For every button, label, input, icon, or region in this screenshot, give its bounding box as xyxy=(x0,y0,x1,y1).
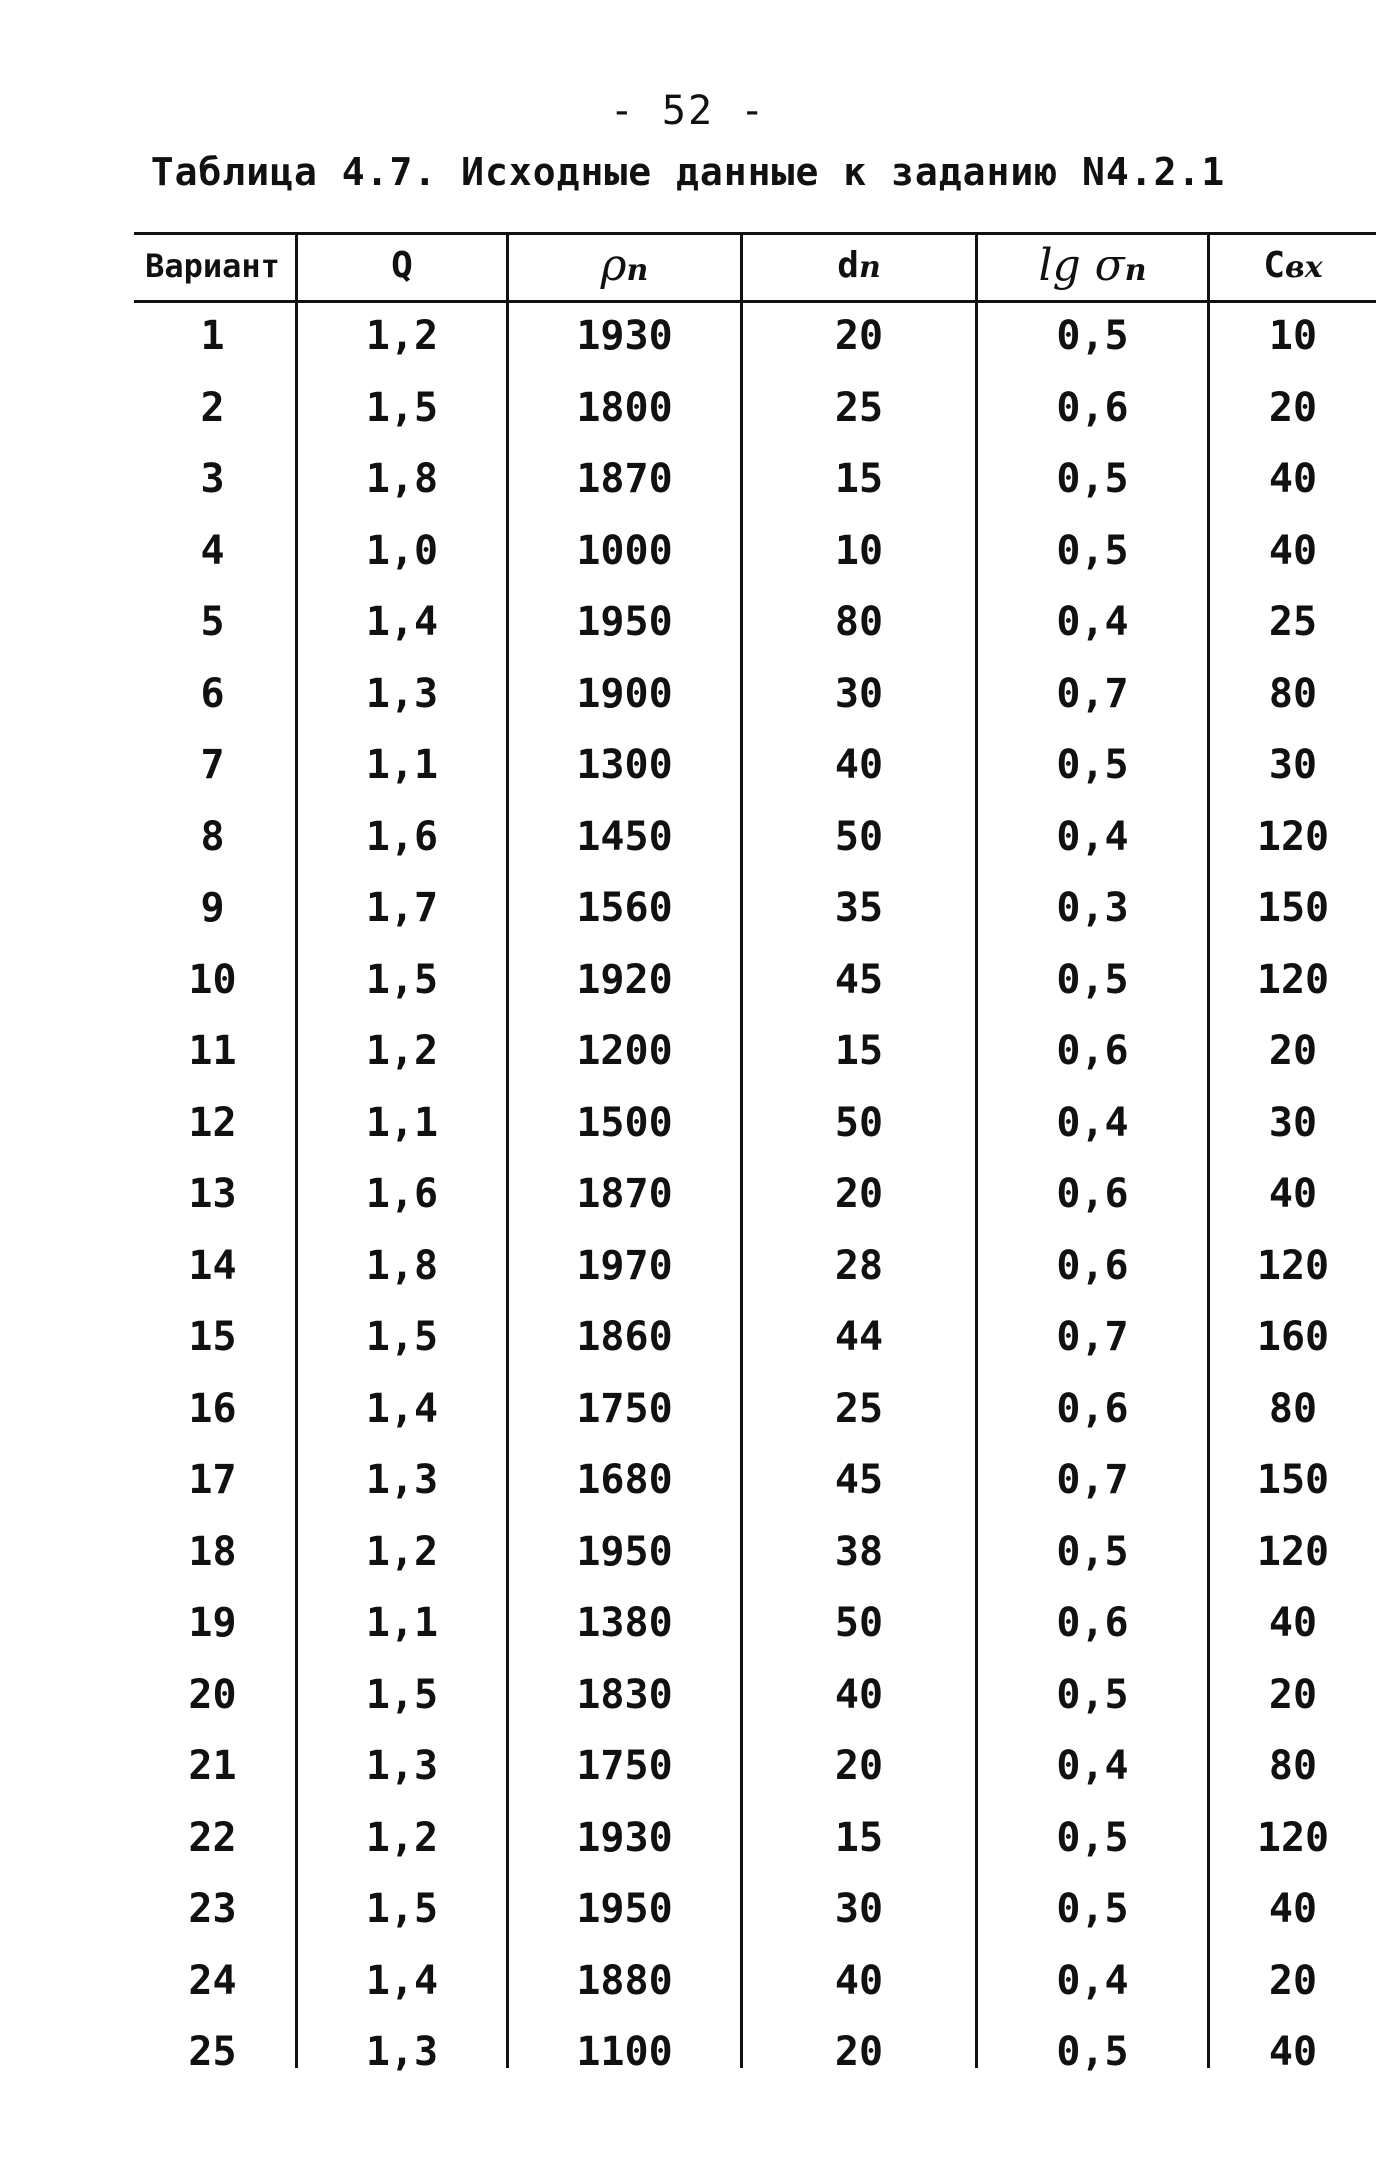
d-cell: 15 xyxy=(834,456,884,502)
rho-cell: 1300 xyxy=(576,742,673,788)
c-in-cell: 40 xyxy=(1268,1600,1318,1646)
variant-cell: 3 xyxy=(200,456,225,502)
d-cell: 44 xyxy=(834,1314,884,1360)
lg-sigma-cell: 0,7 xyxy=(1056,1457,1129,1503)
c-in-cell: 40 xyxy=(1268,456,1318,502)
lg-sigma-cell: 0,5 xyxy=(1056,456,1129,502)
rho-cell: 1860 xyxy=(576,1314,673,1360)
q-cell: 1,3 xyxy=(365,1457,439,1503)
rho-cell: 1560 xyxy=(576,885,673,931)
variant-cell: 15 xyxy=(188,1314,237,1360)
q-cell: 1,7 xyxy=(365,885,439,931)
lg-sigma-cell: 0,6 xyxy=(1056,1242,1129,1289)
d-cell: 30 xyxy=(834,670,884,717)
lg-sigma-cell: 0,4 xyxy=(1056,599,1129,645)
variant-cell: 16 xyxy=(188,1385,237,1432)
c-subscript: вх xyxy=(1285,250,1323,285)
c-in-cell: 30 xyxy=(1268,1099,1318,1146)
c-in-cell: 80 xyxy=(1268,1385,1318,1432)
q-cell: 1,1 xyxy=(365,1099,439,1146)
c-in-cell: 40 xyxy=(1268,2029,1318,2075)
column-divider xyxy=(740,232,743,2068)
c-in-cell: 20 xyxy=(1268,1671,1318,1718)
c-in-cell: 150 xyxy=(1256,885,1330,931)
rho-cell: 1870 xyxy=(576,456,673,502)
c-in-cell: 80 xyxy=(1268,1743,1318,1789)
q-cell: 1,0 xyxy=(365,527,439,574)
q-cell: 1,4 xyxy=(365,1385,439,1432)
rho-cell: 1950 xyxy=(576,1886,673,1932)
q-cell: 1,5 xyxy=(365,1886,439,1932)
rho-cell: 1950 xyxy=(576,599,673,645)
c-in-cell: 40 xyxy=(1268,1886,1318,1932)
c-symbol: C xyxy=(1263,245,1286,286)
header-c-in xyxy=(1210,236,1376,296)
variant-cell: 1 xyxy=(200,313,225,359)
d-cell: 80 xyxy=(834,599,884,645)
d-cell: 45 xyxy=(834,956,884,1003)
rho-cell: 1870 xyxy=(576,1171,673,1217)
variant-cell: 7 xyxy=(200,742,225,788)
c-in-cell: 120 xyxy=(1256,813,1330,860)
d-cell: 20 xyxy=(834,1171,884,1217)
rho-cell: 1920 xyxy=(576,956,673,1003)
header-variant: Вариант xyxy=(145,247,280,285)
d-cell: 15 xyxy=(834,1028,884,1074)
lg-sigma-cell: 0,6 xyxy=(1056,1385,1129,1432)
lg-sigma-cell: 0,4 xyxy=(1056,1743,1129,1789)
c-in-cell: 10 xyxy=(1268,313,1318,359)
c-in-cell: 20 xyxy=(1268,1957,1318,2004)
c-in-cell: 20 xyxy=(1268,384,1318,431)
lg-sigma-cell: 0,5 xyxy=(1056,1814,1129,1861)
q-cell: 1,6 xyxy=(365,813,439,860)
lg-sigma-cell: 0,6 xyxy=(1056,384,1129,431)
d-cell: 50 xyxy=(834,1099,884,1146)
d-cell: 20 xyxy=(834,313,884,359)
variant-cell: 17 xyxy=(188,1457,237,1503)
rho-cell: 1500 xyxy=(576,1099,673,1146)
q-cell: 1,5 xyxy=(365,1671,439,1718)
rho-cell: 1680 xyxy=(576,1457,673,1503)
q-cell: 1,8 xyxy=(365,1242,439,1289)
header-d xyxy=(743,236,975,296)
c-in-cell: 20 xyxy=(1268,1028,1318,1074)
c-in-cell: 40 xyxy=(1268,527,1318,574)
column-divider xyxy=(1207,232,1210,2068)
lg-sigma-cell: 0,3 xyxy=(1056,885,1129,931)
variant-cell: 20 xyxy=(188,1671,237,1718)
q-cell: 1,2 xyxy=(365,1028,439,1074)
lg-sigma-cell: 0,5 xyxy=(1056,313,1129,359)
rho-symbol: ρ xyxy=(600,240,627,291)
variant-cell: 18 xyxy=(188,1528,237,1575)
c-in-cell: 120 xyxy=(1256,1814,1330,1861)
lg-sigma-cell: 0,5 xyxy=(1056,1528,1129,1575)
rho-cell: 1100 xyxy=(576,2029,673,2075)
rho-cell: 1750 xyxy=(576,1743,673,1789)
variant-cell: 14 xyxy=(188,1242,237,1289)
variant-cell: 21 xyxy=(188,1743,237,1789)
d-cell: 40 xyxy=(834,742,884,788)
c-in-cell: 120 xyxy=(1256,956,1330,1003)
variant-cell: 4 xyxy=(200,527,225,574)
lg-sigma-cell: 0,5 xyxy=(1056,742,1129,788)
d-cell: 38 xyxy=(834,1528,884,1575)
c-in-cell: 30 xyxy=(1268,742,1318,788)
lg-sigma-cell: 0,6 xyxy=(1056,1600,1129,1646)
variant-cell: 12 xyxy=(188,1099,237,1146)
rho-cell: 1930 xyxy=(576,1814,673,1861)
d-cell: 50 xyxy=(834,1600,884,1646)
q-cell: 1,4 xyxy=(365,1957,439,2004)
c-in-cell: 120 xyxy=(1256,1528,1330,1575)
d-subscript: п xyxy=(858,250,881,285)
table-caption: Таблица 4.7. Исходные данные к заданию N4.2.1 xyxy=(150,150,1226,194)
q-cell: 1,5 xyxy=(365,384,439,431)
lg-sigma-cell: 0,4 xyxy=(1056,1957,1129,2004)
q-cell: 1,2 xyxy=(365,1814,439,1861)
c-in-cell: 80 xyxy=(1268,670,1318,717)
lg-sigma-subscript: п xyxy=(1124,253,1147,288)
rho-cell: 1450 xyxy=(576,813,673,860)
d-symbol: d xyxy=(837,245,859,286)
d-cell: 40 xyxy=(834,1671,884,1718)
q-cell: 1,5 xyxy=(365,1314,439,1360)
q-cell: 1,2 xyxy=(365,313,439,359)
rho-cell: 1950 xyxy=(576,1528,673,1575)
d-cell: 40 xyxy=(834,1957,884,2004)
variant-cell: 8 xyxy=(200,813,225,860)
d-cell: 45 xyxy=(834,1457,884,1503)
column-divider xyxy=(975,232,978,2068)
table-top-rule xyxy=(134,232,1376,235)
rho-cell: 1750 xyxy=(576,1385,673,1432)
lg-sigma-cell: 0,7 xyxy=(1056,670,1129,717)
variant-cell: 25 xyxy=(188,2029,237,2075)
header-rho xyxy=(509,236,740,296)
lg-sigma-cell: 0,6 xyxy=(1056,1171,1129,1217)
d-cell: 15 xyxy=(834,1814,884,1861)
d-cell: 30 xyxy=(834,1886,884,1932)
rho-cell: 1970 xyxy=(576,1242,673,1289)
c-in-cell: 150 xyxy=(1256,1457,1330,1503)
rho-subscript: п xyxy=(626,253,649,288)
column-divider xyxy=(506,232,509,2068)
q-cell: 1,8 xyxy=(365,456,439,502)
lg-sigma-cell: 0,6 xyxy=(1056,1028,1129,1074)
rho-cell: 1880 xyxy=(576,1957,673,2004)
variant-cell: 22 xyxy=(188,1814,237,1861)
rho-cell: 1930 xyxy=(576,313,673,359)
column-divider xyxy=(295,232,298,2068)
header-lg-sigma xyxy=(978,236,1207,296)
lg-sigma-cell: 0,5 xyxy=(1056,956,1129,1003)
rho-cell: 1000 xyxy=(576,527,673,574)
variant-cell: 24 xyxy=(188,1957,237,2004)
lg-sigma-cell: 0,5 xyxy=(1056,1671,1129,1718)
q-cell: 1,2 xyxy=(365,1528,439,1575)
page-number: - 52 - xyxy=(609,88,767,134)
c-in-cell: 25 xyxy=(1268,599,1318,645)
variant-cell: 6 xyxy=(200,670,225,717)
variant-cell: 13 xyxy=(188,1171,237,1217)
rho-cell: 1830 xyxy=(576,1671,673,1718)
c-in-cell: 160 xyxy=(1256,1314,1330,1360)
rho-cell: 1380 xyxy=(576,1600,673,1646)
lg-sigma-cell: 0,4 xyxy=(1056,1099,1129,1146)
d-cell: 10 xyxy=(834,527,884,574)
q-cell: 1,1 xyxy=(365,742,439,788)
variant-cell: 19 xyxy=(188,1600,237,1646)
q-cell: 1,1 xyxy=(365,1600,439,1646)
rho-cell: 1200 xyxy=(576,1028,673,1074)
variant-cell: 9 xyxy=(200,885,225,931)
q-cell: 1,3 xyxy=(365,1743,439,1789)
variant-cell: 23 xyxy=(188,1886,237,1932)
variant-cell: 11 xyxy=(188,1028,237,1074)
lg-sigma-cell: 0,5 xyxy=(1056,2029,1129,2075)
d-cell: 25 xyxy=(834,384,884,431)
lg-sigma-cell: 0,5 xyxy=(1056,1886,1129,1932)
d-cell: 20 xyxy=(834,1743,884,1789)
q-cell: 1,3 xyxy=(365,2029,439,2075)
rho-cell: 1800 xyxy=(576,384,673,431)
q-cell: 1,3 xyxy=(365,670,439,717)
rho-cell: 1900 xyxy=(576,670,673,717)
c-in-cell: 40 xyxy=(1268,1171,1318,1217)
header-q: Q xyxy=(391,245,413,286)
q-cell: 1,5 xyxy=(365,956,439,1003)
variant-cell: 5 xyxy=(200,599,225,645)
q-cell: 1,4 xyxy=(365,599,439,645)
q-cell: 1,6 xyxy=(365,1171,439,1217)
lg-sigma-symbol: lg σ xyxy=(1038,240,1125,291)
d-cell: 20 xyxy=(834,2029,884,2075)
lg-sigma-cell: 0,7 xyxy=(1056,1314,1129,1360)
lg-sigma-cell: 0,5 xyxy=(1056,527,1129,574)
d-cell: 35 xyxy=(834,885,884,931)
variant-cell: 2 xyxy=(200,384,225,431)
d-cell: 28 xyxy=(834,1242,884,1289)
header-bottom-rule xyxy=(134,300,1376,303)
lg-sigma-cell: 0,4 xyxy=(1056,813,1129,860)
variant-cell: 10 xyxy=(188,956,237,1003)
d-cell: 25 xyxy=(834,1385,884,1432)
d-cell: 50 xyxy=(834,813,884,860)
c-in-cell: 120 xyxy=(1256,1242,1330,1289)
